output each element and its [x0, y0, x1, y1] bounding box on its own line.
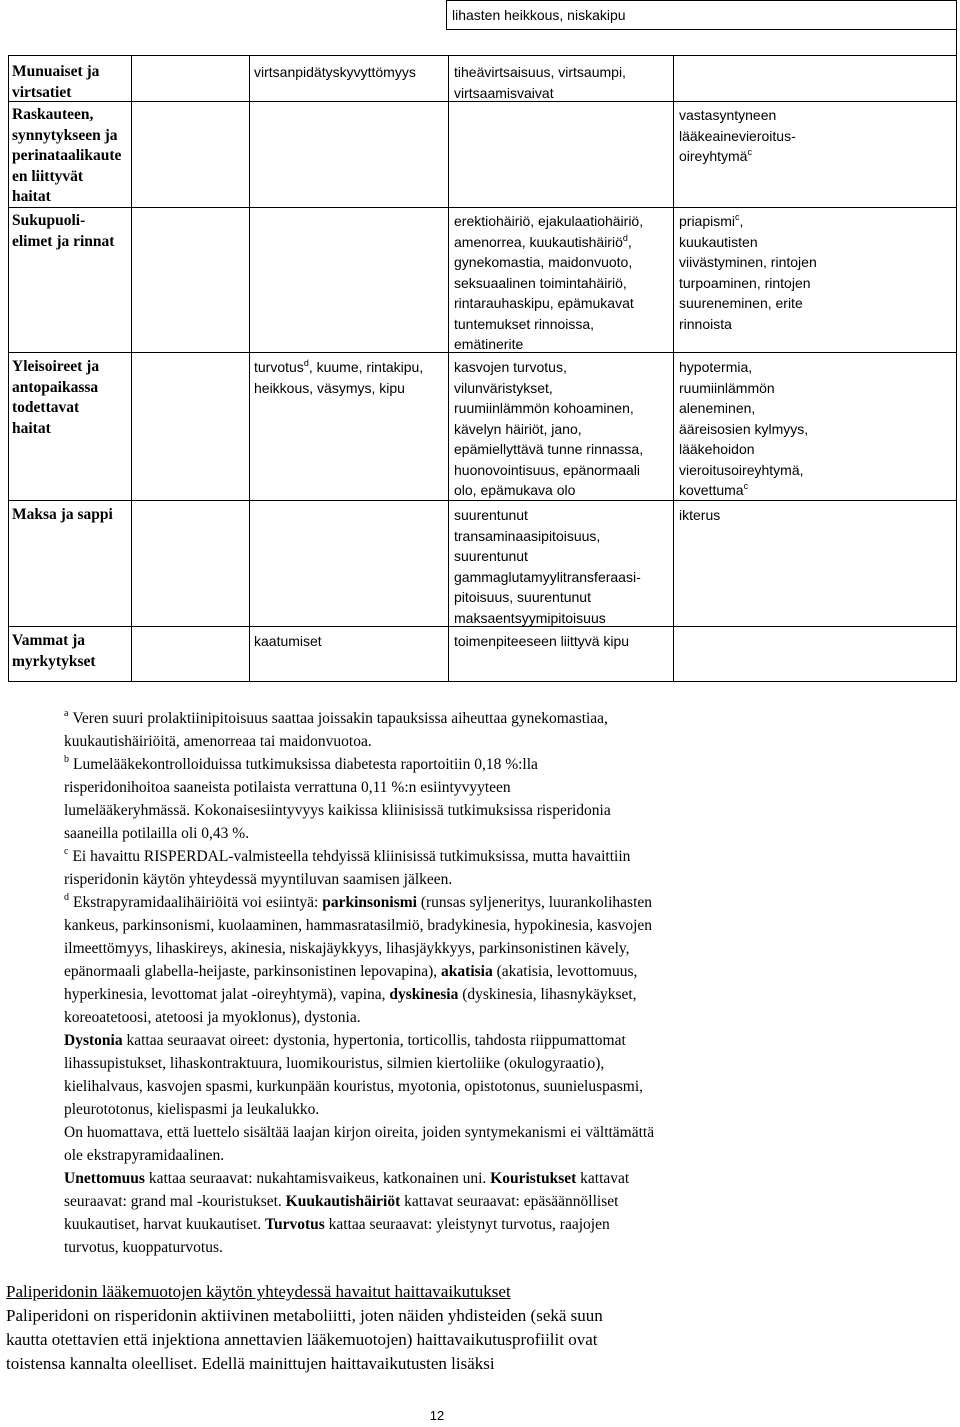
- table-continued-cell: lihasten heikkous, niskakipu: [452, 7, 626, 23]
- organ-class-kidney: Munuaiset ja virtsatiet: [12, 63, 100, 101]
- table-rule: [8, 681, 957, 682]
- common-effects-injuries: kaatumiset: [254, 633, 322, 649]
- term-definitions: Unettomuus kattaa seuraavat: nukahtamisvaikeus, katkonainen uni. Kouristukset kattavat: [64, 1170, 630, 1187]
- organ-class-general: Yleisoireet ja antopaikassa todettavat haitat: [12, 358, 100, 437]
- footnote-a: $^a$ Veren suuri prolaktiinipitoisuus saattaa joissakin tapauksissa aiheuttaa gynekomastiaa,: [64, 708, 608, 727]
- table-footnotes: $^a$ Veren suuri prolaktiinipitoisuus saattaa joissakin tapauksissa aiheuttaa gynekomastiaa, kuukautishäiriöitä, amenorreaa tai maidonvuotoa. $^b$ Lumelääkekontrolloiduissa tutkimuksissa diabetesta raportoitiin 0,18 %:lla risperidonihoitoa saaneista potilaista verrattuna 0,11 %:n esiintyvyyteen lumelääkeryhmässä. Kokonaisesiintyvyys kaikissa kliinisissä tutkimuksissa risperidonia saaneilla potilailla oli 0,43 %. $^c$ Ei havaittu RISPERDAL-valmisteella tehdyissä kliinisissä tutkimuksissa, mutta havaittiin risperidonin käytön yhteydessä myyntiluvan saamisen jälkeen. $^d$ Ekstrapyramidaalihäiriöitä voi esiintyä: parkinsonismi (runsas syljeneritys, luurankolihasten kankeus, parkinsonismi, kuolaaminen, hammasratasilmiö, bradykinesia, hypokinesia, kasvojen ilmeettömyys, lihaskireys, akinesia, niskajäykkyys, lihasjäykkyys, parkinsonistinen kävely, epänormaali glabella-heijaste, parkinsonistinen lepovapina), akatisia (akatisia, levottomuus, hyperkinesia, levottomat jalat -oireyhtymä), vapina, dyskinesia (dyskinesia, lihasnykäykset, koreoatetoosi, atetoosi ja myoklonus), dystonia. Dystonia kattaa seuraavat oireet: dystonia, hypertonia, torticollis, tahdosta riippumattomat lihassupistukset, lihaskontraktuura, luomikouristus, silmien kiertoliike (okulogyraatio), kielihalvaus, kasvojen spasmi, kurkunpään kouristus, myotonia, opistotonus, suunieluspasmi, pleurototonus, kielispasmi ja leukalukko. On huomattava, että luettelo sisältää laajan kirjon oireita, joiden syntymekanismi ei välttämättä ole ekstrapyramidaalinen. Unettomuus kattaa seuraavat: nukahtamisvaikeus, katkonainen uni. Kouristukset kattavat seuraavat: grand mal -kouristukset. Kuukautishäiriöt kattavat seuraavat: epäsäännölliset kuukautiset, harvat kuukautiset. Turvotus kattaa seuraavat: yleistynyt turvotus, raajojen turvotus, kuoppaturvotus.: [64, 707, 804, 1259]
- table-rule: [446, 0, 957, 1]
- footnote-d: $^d$ Ekstrapyramidaalihäiriöitä voi esiintyä: parkinsonismi (runsas syljeneritys, luurankolihasten: [64, 892, 653, 911]
- uncommon-effects-injuries: toimenpiteeseen liittyvä kipu: [454, 633, 630, 649]
- paliperidone-section: Paliperidonin lääkemuotojen käytön yhteydessä havaitut haittavaikutukset Paliperidoni on risperidonin aktiivinen metaboliitti, joten näiden yhdisteiden (sekä suun kautta otettavien että injektiona annettavien lääkemuotojen) haittavaikutusprofiilit ovat toistensa kannalta oleelliset. Edellä mainittujen haittavaikutusten lisäksi: [6, 1280, 906, 1376]
- dystonia-definition: Dystonia kattaa seuraavat oireet: dystonia, hypertonia, torticollis, tahdosta riippumattomat: [64, 1032, 626, 1049]
- table-rule: [8, 207, 957, 208]
- rare-effects-reproductive: priapismi$^c$, kuukautisten viivästyminen, rintojen turpoaminen, rintojen suureneminen, erite rinnoista: [679, 212, 817, 332]
- footnote-b: $^b$ Lumelääkekontrolloiduissa tutkimuksissa diabetesta raportoitiin 0,18 %:lla: [64, 754, 538, 773]
- organ-class-reproductive: Sukupuoli- elimet ja rinnat: [12, 212, 115, 250]
- table-rule: [131, 55, 132, 682]
- table-rule: [446, 0, 447, 29]
- uncommon-effects-reproductive: erektiohäiriö, ejakulaatiohäiriö, amenorrea, kuukautishäiriö$^d$, gynekomastia, maidonvuoto, seksuaalinen toimintahäiriö, rintarauhaskipu, epämukavat tuntemukset rinnoissa, emätinerite: [454, 213, 644, 352]
- uncommon-effects-kidney: tiheävirtsaisuus, virtsaumpi, virtsaamisvaivat: [454, 64, 626, 101]
- common-effects-kidney: virtsanpidätyskyvyttömyys: [254, 64, 416, 80]
- uncommon-effects-liver: suurentunut transaminaasipitoisuus, suurentunut gammaglutamyylitransferaasi- pitoisuus, suurentunut maksaentsyymipitoisuus: [454, 507, 641, 626]
- symptom-note: On huomattava, että luettelo sisältää laajan kirjon oireita, joiden syntymekanismi ei välttämättä: [64, 1124, 655, 1141]
- page-number: 12: [429, 1408, 445, 1423]
- section-heading: Paliperidonin lääkemuotojen käytön yhteydessä havaitut haittavaikutukset: [6, 1282, 511, 1301]
- uncommon-effects-general: kasvojen turvotus, vilunväristykset, ruumiinlämmön kohoaminen, kävelyn häiriöt, jano, epämiellyttävä tunne rinnassa, huonovointisuus, epänormaali olo, epämukava olo: [454, 359, 644, 498]
- rare-effects-pregnancy: vastasyntyneen lääkeainevieroitus- oireyhtymä$^c$: [679, 107, 796, 164]
- table-rule: [448, 55, 449, 682]
- organ-class-injuries: Vammat ja myrkytykset: [12, 632, 96, 670]
- table-rule: [8, 55, 9, 682]
- table-rule: [673, 55, 674, 682]
- table-rule: [249, 55, 250, 682]
- table-rule: [8, 55, 957, 56]
- organ-class-pregnancy: Raskauteen, synnytykseen ja perinataalikaute en liittyvät haitat: [12, 106, 122, 205]
- common-effects-general: turvotus$^d$, kuume, rintakipu, heikkous, väsymys, kipu: [254, 358, 424, 396]
- organ-class-liver: Maksa ja sappi: [12, 506, 113, 523]
- table-rule: [956, 0, 957, 682]
- rare-effects-liver: ikterus: [679, 507, 721, 523]
- footnote-c: $^c$ Ei havaittu RISPERDAL-valmisteella tehdyissä kliinisissä tutkimuksissa, mutta havaittiin: [64, 846, 631, 865]
- table-rule: [446, 29, 957, 30]
- rare-effects-general: hypotermia, ruumiinlämmön aleneminen, ääreisosien kylmyys, lääkehoidon vieroitusoireyhtymä, kovettuma$^c$: [679, 359, 809, 498]
